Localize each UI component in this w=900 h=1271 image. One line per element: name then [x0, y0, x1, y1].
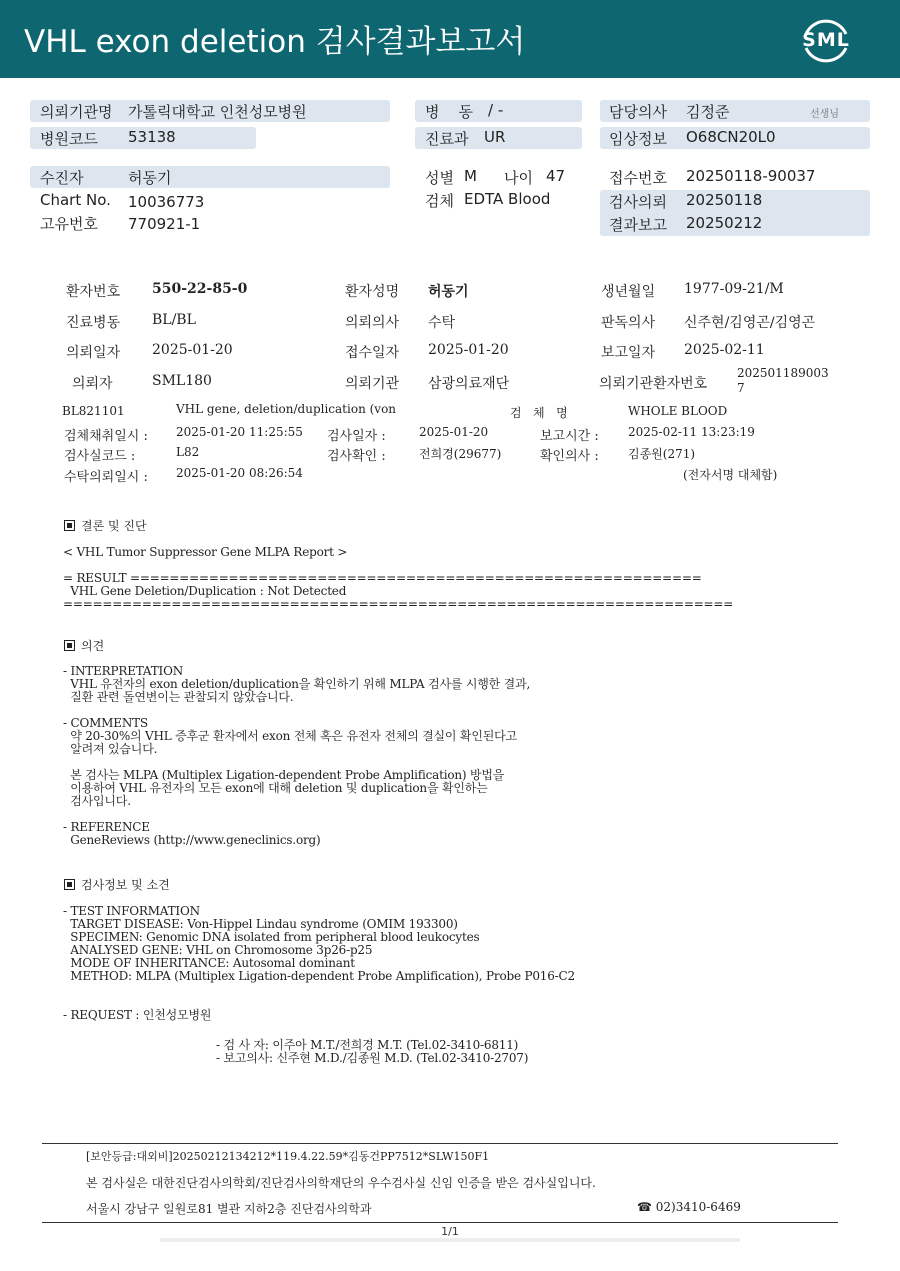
age-label: 나이	[504, 169, 533, 187]
age-value: 47	[546, 167, 566, 185]
dept-value: UR	[484, 128, 506, 146]
test-code: BL821101	[62, 404, 125, 418]
birth-label: 생년월일	[601, 284, 656, 300]
labcode-value: L82	[176, 445, 200, 459]
specimen-r-label: 검 체 명	[510, 406, 568, 420]
page-number: 1/1	[441, 1225, 459, 1238]
patient-no-value: 550-22-85-0	[152, 281, 248, 297]
collect-label: 검체채취일시 :	[64, 429, 148, 444]
id-value: 770921-1	[128, 215, 201, 233]
specimen-r-value: WHOLE BLOOD	[628, 404, 728, 418]
req-org-value: 삼광의료재단	[428, 376, 510, 392]
info-title: 검사정보 및 소견	[81, 878, 170, 892]
req-date-label: 의뢰일자	[66, 345, 121, 361]
req-date-value: 2025-01-20	[152, 342, 233, 358]
report-label: 결과보고	[609, 216, 667, 234]
req-org-label: 의뢰기관	[345, 376, 400, 392]
request-value: 20250118	[686, 191, 763, 209]
opinion-text: - INTERPRETATION VHL 유전자의 exon deletion/duplication을 확인하기 위해 MLPA 검사를 시행한 결과, 질환 관련 돌연변이는 관찰되지 않았습니다. - COMMENTS 약 20-30%의 VHL 증후군 환자에서 exon 전체 혹은 유전자 전체의 결실이 확인된다고 알려져 있습니다. 본 검사는 MLPA (Multiplex Ligation-dependent Probe Amplification) 방법을 이용하여 VHL 유전자의 모든 exon에 대해 deletion 및 duplication을 확인하는 검사입니다. - REFERENCE GeneReviews (http://www.geneclinics.org)	[63, 664, 531, 847]
confirm-label: 검사확인 :	[327, 449, 386, 464]
clinical-value: O68CN20L0	[686, 128, 776, 146]
report-value: 20250212	[686, 214, 763, 232]
org-patient-no-value-cont: 7	[737, 381, 745, 395]
footer-bottom-divider	[42, 1222, 838, 1223]
receipt-value: 20250118-90037	[686, 167, 816, 185]
opinion-title: 의견	[81, 639, 105, 653]
footer-divider	[42, 1143, 838, 1144]
testdate-value: 2025-01-20	[419, 425, 489, 439]
reporttime-value: 2025-02-11 13:23:19	[628, 425, 755, 439]
ward-r-label: 진료병동	[66, 315, 121, 331]
verify-label: 확인의사 :	[540, 449, 599, 464]
dept-label: 진료과	[425, 130, 469, 148]
org-patient-no-value: 202501189003	[737, 366, 829, 380]
requester-value: SML180	[152, 373, 212, 389]
section-square-icon	[64, 520, 75, 531]
birth-value: 1977-09-21/M	[684, 281, 784, 297]
specimen-value: EDTA Blood	[464, 190, 551, 208]
reading-doctor-label: 판독의사	[601, 315, 656, 331]
consign-value: 2025-01-20 08:26:54	[176, 466, 303, 480]
patient-name-label: 환자성명	[345, 284, 400, 300]
req-doctor-value: 수탁	[428, 315, 456, 331]
patient-label: 수진자	[40, 169, 84, 187]
footer-bar	[160, 1238, 740, 1242]
section-square-icon	[64, 879, 75, 890]
ward-r-value: BL/BL	[152, 312, 196, 328]
staff-text: - 검 사 자: 이주아 M.T./전희경 M.T. (Tel.02-3410-6811) - 보고의사: 신주현 M.D./김종원 M.D. (Tel.02-3410-2707)	[216, 1038, 529, 1065]
esign-note: (전자서명 대체함)	[683, 468, 778, 482]
info-heading	[64, 876, 170, 893]
doctor-label: 담당의사	[609, 103, 667, 121]
doctor-suffix: 선생님	[810, 109, 839, 120]
sex-value: M	[464, 167, 477, 185]
collect-value: 2025-01-20 11:25:55	[176, 425, 303, 439]
section-square-icon	[64, 640, 75, 651]
patient-row	[30, 166, 390, 188]
patient-value: 허동기	[128, 169, 172, 187]
security-line: [보안등급:대외비]20250212134212*119.4.22.59*김동건PP7512*SLW150F1	[86, 1150, 490, 1163]
page-title: VHL exon deletion 검사결과보고서	[24, 24, 526, 60]
conclusion-title: 결론 및 진단	[81, 519, 147, 533]
sml-logo	[798, 12, 854, 68]
recv-date-value: 2025-01-20	[428, 342, 509, 358]
phone-line: ☎ 02)3410-6469	[637, 1200, 741, 1214]
chart-value: 10036773	[128, 193, 205, 211]
hosp-code-label: 병원코드	[40, 130, 98, 148]
conclusion-heading	[64, 517, 147, 534]
confirm-value: 전희경(29677)	[419, 447, 502, 461]
hosp-code-value: 53138	[128, 128, 176, 146]
info-text: - TEST INFORMATION TARGET DISEASE: Von-Hippel Lindau syndrome (OMIM 193300) SPECIMEN: Genomic DNA isolated from peripheral blood leukocytes ANALYSED GENE: VHL on Chromosome 3p26-p25 MODE OF INHERITANCE: Autosomal dominant METHOD: MLPA (Multiplex Ligation-dependent Probe Amplification), Probe P016-C2 - REQUEST : 인천성모병원	[63, 904, 575, 1022]
test-name: VHL gene, deletion/duplication (von	[176, 402, 397, 416]
address-line: 서울시 강남구 일원로81 별관 지하2층 진단검사의학과	[86, 1202, 372, 1216]
id-label: 고유번호	[40, 215, 98, 233]
patient-name-value: 허동기	[428, 284, 469, 300]
patient-no-label: 환자번호	[66, 284, 121, 300]
conclusion-text: < VHL Tumor Suppressor Gene MLPA Report > = RESULT ========================================================== VHL Gene Deletion/Duplication : Not Detected ====================================================================	[63, 545, 734, 611]
reporttime-label: 보고시간 :	[540, 429, 599, 444]
logo-text: SML	[802, 29, 850, 51]
consign-label: 수탁의뢰일시 :	[64, 470, 148, 485]
hospital-label: 의뢰기관명	[40, 103, 113, 121]
ward-label: 병 동	[425, 103, 474, 121]
report-date-label: 보고일자	[601, 345, 656, 361]
clinical-label: 임상정보	[609, 130, 667, 148]
specimen-label: 검체	[425, 192, 454, 210]
report-date-value: 2025-02-11	[684, 342, 765, 358]
recv-date-label: 접수일자	[345, 345, 400, 361]
chart-label: Chart No.	[40, 191, 111, 209]
doctor-value: 김정준	[686, 103, 730, 121]
hospital-value: 가톨릭대학교 인천성모병원	[128, 103, 307, 121]
ward-value: / -	[488, 101, 504, 119]
receipt-label: 접수번호	[609, 169, 667, 187]
cert-line: 본 검사실은 대한진단검사의학회/진단검사의학재단의 우수검사실 신임 인증을 받은 검사실입니다.	[86, 1176, 596, 1190]
labcode-label: 검사실코드 :	[64, 449, 136, 464]
verify-value: 김종원(271)	[628, 447, 696, 461]
request-label: 검사의뢰	[609, 193, 667, 211]
reading-doctor-value: 신주현/김영곤/김영곤	[684, 315, 816, 331]
testdate-label: 검사일자 :	[327, 429, 386, 444]
sex-label: 성별	[425, 169, 454, 187]
requester-label: 의뢰자	[72, 376, 113, 392]
report-header	[0, 0, 900, 78]
org-patient-no-label: 의뢰기관환자번호	[599, 376, 708, 392]
req-doctor-label: 의뢰의사	[345, 315, 400, 331]
opinion-heading	[64, 637, 104, 654]
